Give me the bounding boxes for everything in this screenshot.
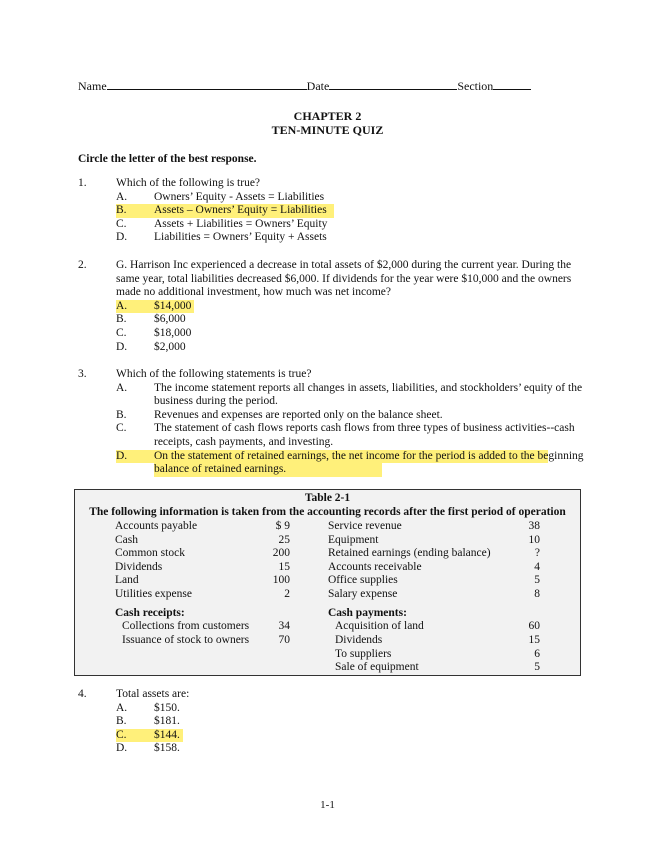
section-label: Section bbox=[457, 79, 494, 93]
date-label: Date bbox=[306, 79, 330, 93]
table-row-label: Dividends bbox=[335, 634, 383, 646]
table-row-value: ? bbox=[534, 547, 540, 559]
chapter-title: CHAPTER 2 bbox=[293, 109, 362, 123]
table-row-value: 2 bbox=[284, 588, 290, 600]
option-2c[interactable]: C. $18,000 bbox=[116, 326, 192, 339]
table-row-label: Common stock bbox=[115, 547, 185, 559]
table-row-label: Retained earnings (ending balance) bbox=[328, 547, 491, 559]
page-number: 1-1 bbox=[320, 799, 335, 811]
table-row-label: Office supplies bbox=[328, 574, 398, 586]
table-row-value: 15 bbox=[278, 561, 290, 573]
quiz-title: TEN-MINUTE QUIZ bbox=[271, 123, 384, 137]
question-stem: G. Harrison Inc experienced a decrease in total assets of $2,000 during the current year. During the same year, total liabilities decreased $6,000. If dividends for the year were $10,000 and the owners made no additional investment, how much was net income? bbox=[116, 259, 572, 299]
table-row-label: Issuance of stock to owners bbox=[122, 634, 250, 646]
table-row-value: 70 bbox=[278, 634, 290, 646]
option-2d[interactable]: D. $2,000 bbox=[116, 340, 186, 353]
table-2-1 bbox=[74, 489, 581, 676]
option-3c[interactable]: C. The statement of cash flows reports cash flows from three types of business activities--cash receipts, cash payments, and investing. bbox=[116, 422, 575, 448]
table-row-value: 5 bbox=[534, 661, 540, 673]
question-stem: Which of the following is true? bbox=[116, 177, 261, 189]
option-3b[interactable]: B. Revenues and expenses are reported only on the balance sheet. bbox=[116, 408, 443, 421]
table-row-value: $ 9 bbox=[275, 520, 290, 532]
option-1c[interactable]: C. Assets + Liabilities = Owners’ Equity bbox=[116, 217, 328, 230]
table-row-label: To suppliers bbox=[335, 648, 392, 660]
option-3d-highlighted[interactable]: D. On the statement of retained earnings, the net income for the period is added to the beginning balance of retained earnings. bbox=[116, 449, 584, 476]
table-row-label: Sale of equipment bbox=[335, 661, 419, 673]
table-row-label: Collections from customers bbox=[122, 620, 250, 632]
question-number: 2. bbox=[78, 259, 87, 271]
option-2b[interactable]: B. $6,000 bbox=[116, 313, 186, 326]
question-1 bbox=[78, 177, 588, 245]
question-3 bbox=[78, 368, 588, 477]
name-label: Name bbox=[78, 79, 107, 93]
question-2 bbox=[78, 259, 588, 354]
table-row-label: Acquisition of land bbox=[335, 620, 424, 632]
table-row-value: 10 bbox=[528, 534, 540, 546]
table-title: Table 2-1 bbox=[304, 492, 351, 504]
question-number: 3. bbox=[78, 368, 87, 380]
option-4b[interactable]: B. $181. bbox=[116, 715, 180, 728]
table-row-value: 4 bbox=[534, 561, 540, 573]
option-4c-highlighted[interactable]: C. $144. bbox=[116, 729, 588, 743]
table-row-value: 5 bbox=[534, 574, 540, 586]
table-row-label: Utilities expense bbox=[115, 588, 192, 600]
question-stem: Total assets are: bbox=[116, 688, 190, 700]
table-subtitle: The following information is taken from the accounting records after the first period of operation bbox=[89, 505, 566, 518]
question-number: 1. bbox=[78, 177, 87, 189]
table-row-value: 8 bbox=[534, 588, 540, 600]
table-row-value: 34 bbox=[278, 620, 290, 632]
table-row-value: 6 bbox=[534, 648, 540, 660]
name-blank[interactable] bbox=[107, 78, 307, 90]
table-row-value: 15 bbox=[528, 634, 540, 646]
table-row-label: Cash bbox=[115, 534, 138, 546]
option-1a[interactable]: A. Owners’ Equity - Assets = Liabilities bbox=[116, 190, 325, 203]
table-row-label: Service revenue bbox=[328, 520, 402, 532]
header-fields bbox=[78, 78, 531, 94]
table-row-label: Dividends bbox=[115, 561, 163, 573]
question-number: 4. bbox=[78, 688, 87, 700]
option-2a-highlighted[interactable]: A. $14,000 bbox=[116, 300, 588, 314]
question-4 bbox=[78, 688, 588, 756]
table-row-value: 38 bbox=[528, 520, 540, 532]
option-3a[interactable]: A. The income statement reports all changes in assets, liabilities, and stockholders’ equity of the business during the period. bbox=[116, 381, 583, 408]
option-4a[interactable]: A. $150. bbox=[116, 701, 180, 714]
date-blank[interactable] bbox=[329, 78, 457, 90]
option-1b-highlighted[interactable]: B. Assets – Owners’ Equity = Liabilities bbox=[116, 204, 588, 218]
question-stem: Which of the following statements is true? bbox=[116, 368, 312, 380]
table-row-label: Accounts payable bbox=[115, 520, 198, 532]
table-row-value: 25 bbox=[278, 534, 290, 546]
table-row-label: Accounts receivable bbox=[328, 561, 422, 573]
cash-payments-heading: Cash payments: bbox=[328, 607, 407, 619]
table-row-value: 200 bbox=[272, 547, 290, 559]
table-row-label: Equipment bbox=[328, 534, 379, 546]
table-row-value: 60 bbox=[528, 620, 540, 632]
option-1d[interactable]: D. Liabilities = Owners’ Equity + Assets bbox=[116, 231, 327, 244]
section-blank[interactable] bbox=[493, 78, 531, 90]
option-4d[interactable]: D. $158. bbox=[116, 742, 180, 755]
table-row-label: Salary expense bbox=[328, 588, 398, 600]
instructions: Circle the letter of the best response. bbox=[78, 153, 257, 165]
table-row-label: Land bbox=[115, 574, 139, 586]
table-row-value: 100 bbox=[272, 574, 290, 586]
cash-receipts-heading: Cash receipts: bbox=[115, 607, 185, 619]
